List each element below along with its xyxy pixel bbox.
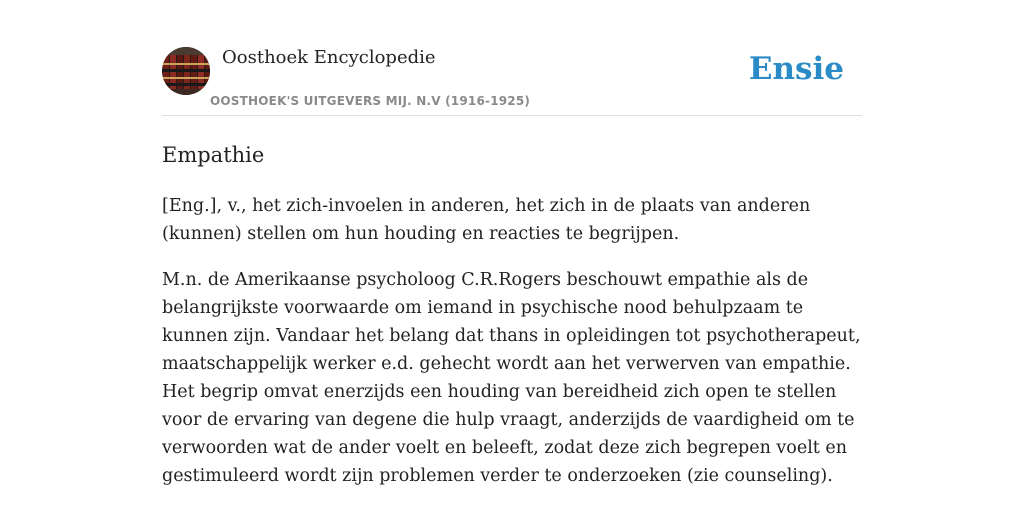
brand-logo-link[interactable]: Ensie: [748, 51, 844, 87]
page-container: [162, 0, 862, 486]
entry-body: [162, 192, 862, 508]
entry-paragraph: [Eng.], v., het zich-invoelen in anderen, het zich in de plaats van anderen (kunnen) stellen om hun houding en reacties te begrijpen.: [162, 196, 811, 244]
page-title: Empathie: [162, 143, 265, 167]
source-avatar[interactable]: [162, 47, 210, 95]
entry-paragraph: M.n. de Amerikaanse psycholoog C.R.Rogers beschouwt empathie als de belangrijkste voorwaarde om iemand in psychische nood behulpzaam te kunnen zijn. Vandaar het belang dat thans in opleidingen tot psychotherapeut, maatschappelijk werker e.d. gehecht wordt aan het verwerven van empathie. Het begrip omvat enerzijds een houding van bereidheid zich open te stellen voor de ervaring van degene die hulp vraagt, anderzijds de vaardigheid om te verwoorden wat de ander voelt en beleeft, zodat deze zich begrepen voelt en gestimuleerd wordt zijn problemen verder te onderzoeken (zie counseling).: [162, 270, 861, 486]
source-title[interactable]: Oosthoek Encyclopedie: [222, 47, 436, 68]
encyclopedia-books-icon: [162, 47, 210, 95]
source-subtitle: OOSTHOEK'S UITGEVERS MIJ. N.V (1916-1925): [210, 94, 531, 108]
source-header: [162, 0, 862, 116]
